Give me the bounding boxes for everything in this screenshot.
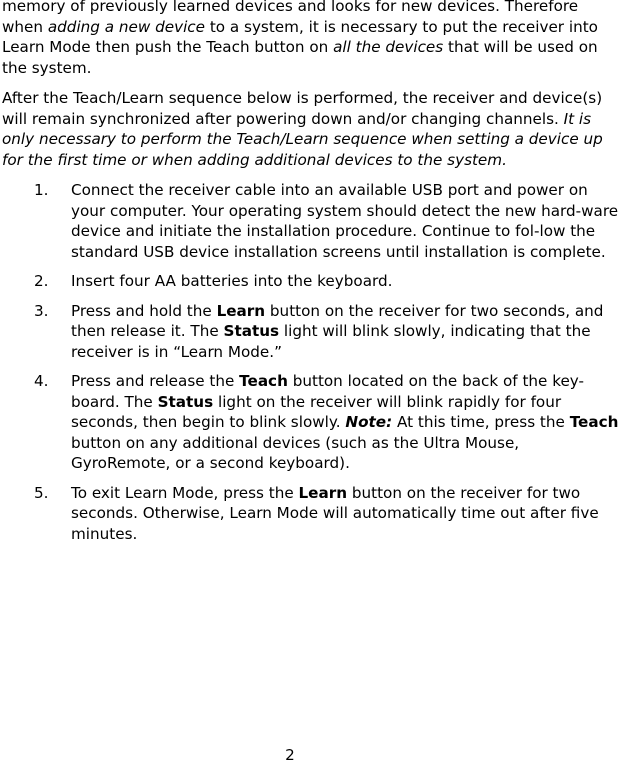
step-3: 3. Press and hold the Learn button on the receiver for two seconds, and then release it. The Status light will blink slowly, indicating that the receiver is in “Learn Mode.”: [34, 301, 604, 361]
steps-list: [2, 180, 622, 544]
step-4: 4. Press and release the Teach button located on the back of the key-board. The Status light on the receiver will blink rapidly for four seconds, then begin to blink slowly. Note: At this time, press the Teach button on any additional devices (such as the Ultra Mouse, GyroRemote, or a second keyboard).: [34, 372, 619, 472]
step-number: 2.: [34, 272, 49, 290]
step-1: 1. Connect the receiver cable into an available USB port and power on your computer. Your operating system should detect the new hard-ware device and initiate the installation procedure. Continue to fol-low the standard USB device installation screens until installation is complete.: [34, 181, 619, 261]
step-5: 5. To exit Learn Mode, press the Learn button on the receiver for two seconds. Otherwise, Learn Mode will automatically time out after five minutes.: [34, 483, 599, 543]
sync-paragraph: After the Teach/Learn sequence below is performed, the receiver and device(s) will remain synchronized after powering down and/or changing channels. It is only necessary to perform the Teach/Learn sequence when setting a device up for the first time or when adding additional devices to the system.: [2, 89, 603, 169]
step-number: 1.: [34, 181, 49, 199]
step-number: 4.: [34, 372, 49, 390]
step-number: 5.: [34, 483, 49, 502]
page-number: 2: [285, 746, 295, 764]
document-page: [2, 0, 622, 553]
step-number: 3.: [34, 301, 49, 320]
step-2: 2. Insert four AA batteries into the keyboard.: [34, 272, 393, 290]
intro-paragraph: memory of previously learned devices and looks for new devices. Therefore when adding a new device to a system, it is necessary to put the receiver into Learn Mode then push the Teach button on all the devices that will be used on the system.: [2, 0, 598, 77]
